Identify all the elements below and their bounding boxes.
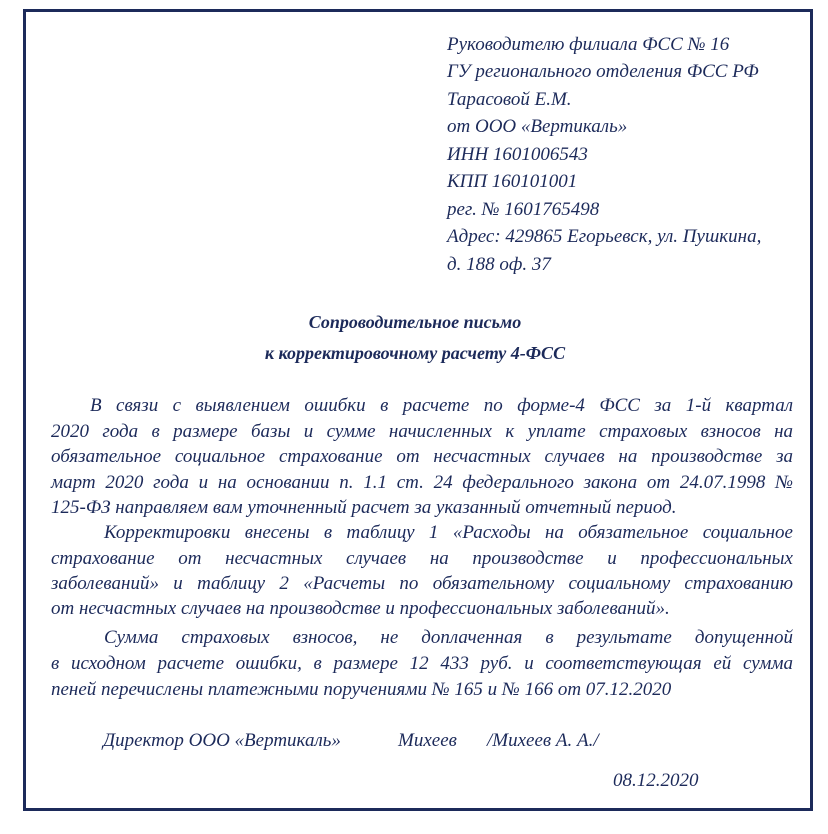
addressee-line: д. 188 оф. 37 bbox=[447, 254, 551, 275]
addressee-line: рег. № 1601765498 bbox=[447, 199, 600, 220]
addressee-line: ИНН 1601006543 bbox=[447, 144, 588, 165]
addressee-line: ГУ регионального отделения ФСС РФ bbox=[447, 61, 759, 82]
body-line: заболеваний» и таблицу 2 «Расчеты по обязательному социальному страхованию bbox=[51, 573, 793, 594]
body-line: 125-ФЗ направляем вам уточненный расчет за указанный отчетный период. bbox=[51, 497, 677, 518]
body-line: Сумма страховых взносов, не доплаченная в результате допущенной bbox=[104, 627, 793, 648]
addressee-line: КПП 160101001 bbox=[447, 171, 578, 192]
body-line: от несчастных случаев на производстве и профессиональных заболеваний». bbox=[51, 598, 670, 619]
body-line: В связи с выявлением ошибки в расчете по форме-4 ФСС за 1-й квартал bbox=[90, 395, 793, 416]
body-line: Корректировки внесены в таблицу 1 «Расходы на обязательное социальное bbox=[104, 522, 793, 543]
signature-name: /Михеев А. А./ bbox=[487, 730, 599, 751]
body-line: обязательное социальное страхование от несчастных случаев на производстве за bbox=[51, 446, 793, 467]
addressee-line: Руководителю филиала ФСС № 16 bbox=[447, 34, 730, 55]
body-line: пеней перечислены платежными поручениями № 165 и № 166 от 07.12.2020 bbox=[51, 679, 672, 700]
letter-subtitle: к корректировочному расчету 4-ФСС bbox=[264, 343, 566, 363]
body-line: 2020 года в размере базы и сумме начисленных к уплате страховых взносов на bbox=[51, 421, 793, 442]
signature-sign: Михеев bbox=[398, 730, 457, 751]
letter-date: 08.12.2020 bbox=[613, 770, 699, 791]
addressee-line: от ООО «Вертикаль» bbox=[447, 116, 628, 137]
body-line: март 2020 года и на основании п. 1.1 ст. 24 федерального закона от 24.07.1998 № bbox=[51, 472, 793, 493]
body-line: страхование от несчастных случаев на производстве и профессиональных bbox=[51, 548, 793, 569]
addressee-line: Адрес: 429865 Егорьевск, ул. Пушкина, bbox=[447, 226, 762, 247]
signature-position: Директор ООО «Вертикаль» bbox=[103, 730, 341, 751]
body-line: в исходном расчете ошибки, в размере 12 433 руб. и соответствующая ей сумма bbox=[51, 653, 793, 674]
addressee-line: Тарасовой Е.М. bbox=[447, 89, 572, 110]
letter-title: Сопроводительное письмо bbox=[308, 312, 522, 332]
